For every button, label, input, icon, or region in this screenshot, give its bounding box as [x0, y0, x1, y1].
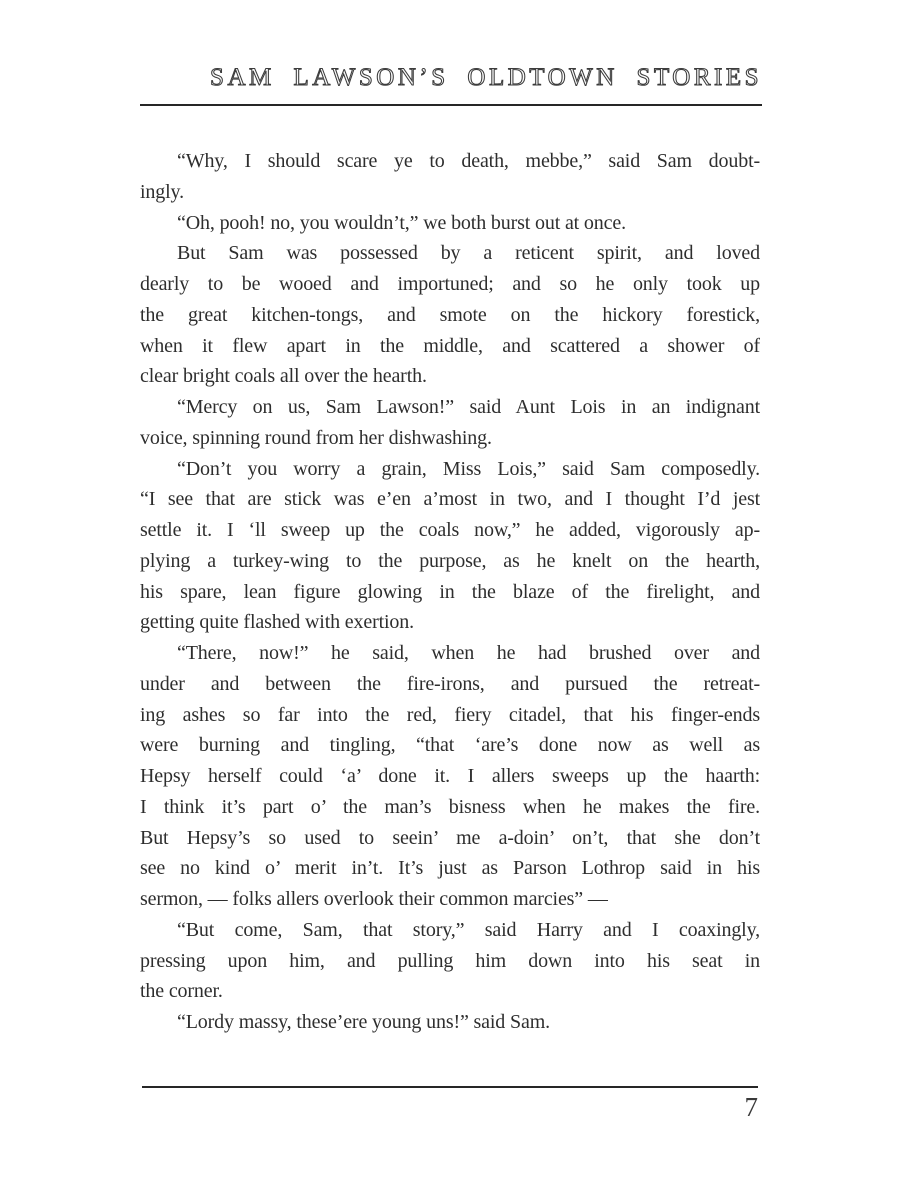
text-line: But Sam was possessed by a reticent spirit, and loved — [177, 242, 760, 265]
text-line: dearly to be wooed and importuned; and so he only took up — [140, 273, 760, 295]
paragraph — [140, 238, 760, 392]
text-line: “I see that are stick was e’en a’most in two, and I thought I’d jest — [140, 488, 760, 511]
text-line: “Mercy on us, Sam Lawson!” said Aunt Lois in an indignant — [177, 396, 760, 418]
text-line: sermon, — folks allers overlook their common marcies” — — [140, 888, 608, 910]
footer-rule — [142, 1086, 758, 1088]
text-line: the corner. — [140, 980, 223, 1003]
text-line: “Oh, pooh! no, you wouldn’t,” we both burst out at once. — [177, 211, 626, 234]
text-line: clear bright coals all over the hearth. — [140, 365, 427, 388]
text-line: But Hepsy’s so used to seein’ me a-doin’ on’t, that she don’t — [140, 826, 760, 849]
text-line: “Why, I should scare ye to death, mebbe,” said Sam doubt- — [177, 150, 760, 172]
text-line: settle it. I ‘ll sweep up the coals now,” he added, vigorously ap- — [140, 519, 760, 541]
paragraph — [140, 638, 760, 915]
text-line: “But come, Sam, that story,” said Harry and I coaxingly, — [177, 918, 760, 941]
text-line: getting quite flashed with exertion. — [140, 611, 414, 634]
text-line: see no kind o’ merit in’t. It’s just as Parson Lothrop said in his — [140, 857, 760, 880]
text-line: pressing upon him, and pulling him down into his seat in — [140, 949, 760, 972]
body-text — [140, 146, 760, 1038]
text-line: plying a turkey-wing to the purpose, as he knelt on the hearth, — [140, 549, 760, 572]
paragraph — [140, 915, 760, 1007]
text-line: “Don’t you worry a grain, Miss Lois,” said Sam composedly. — [177, 457, 760, 480]
page-title: SAM LAWSON’S OLDTOWN STORIES — [210, 64, 762, 91]
text-line: his spare, lean figure glowing in the blaze of the firelight, and — [140, 580, 760, 603]
paragraph — [140, 454, 760, 639]
text-line: when it flew apart in the middle, and scattered a shower of — [140, 334, 760, 357]
paragraph — [140, 1007, 760, 1038]
text-line: “There, now!” he said, when he had brushed over and — [177, 642, 760, 664]
text-line: Hepsy herself could ‘a’ done it. I allers sweeps up the haarth: — [140, 765, 760, 787]
header-rule — [140, 104, 762, 106]
text-line: voice, spinning round from her dishwashing. — [140, 426, 492, 449]
text-line: ing ashes so far into the red, fiery citadel, that his finger-ends — [140, 703, 760, 726]
paragraph — [140, 392, 760, 454]
page-number: 7 — [744, 1092, 758, 1122]
paragraph — [140, 208, 760, 239]
text-line: “Lordy massy, these’ere young uns!” said Sam. — [177, 1011, 550, 1033]
text-line: the great kitchen-tongs, and smote on the hickory forestick, — [140, 303, 760, 326]
text-line: under and between the fire-irons, and pursued the retreat- — [140, 672, 760, 695]
running-head — [140, 64, 762, 92]
text-line: ingly. — [140, 180, 184, 203]
text-line: I think it’s part o’ the man’s bisness when he makes the fire. — [140, 795, 760, 818]
paragraph — [140, 146, 760, 208]
text-line: were burning and tingling, “that ‘are’s done now as well as — [140, 734, 760, 757]
